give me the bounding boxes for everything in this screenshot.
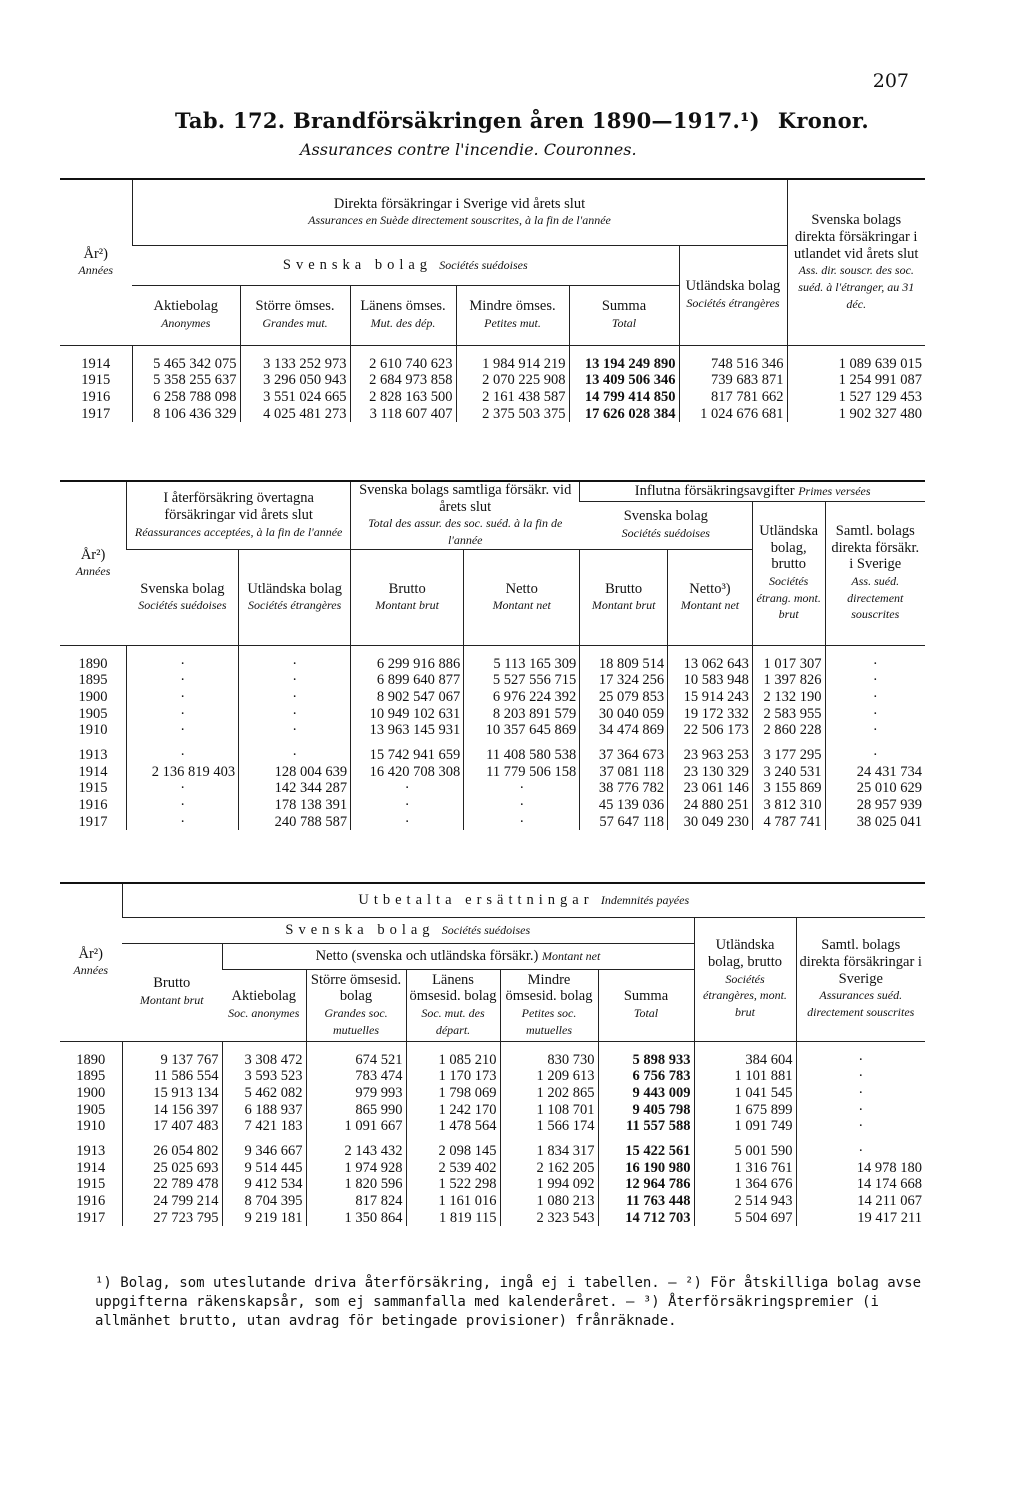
row-year: 1915	[76, 1176, 106, 1193]
table-row	[60, 780, 925, 797]
t1-col-mindre: Mindre ömses. Petites mut.	[456, 285, 569, 345]
table-cell: 1 089 639 015	[787, 345, 925, 372]
table-cell: 1 209 613	[500, 1068, 598, 1085]
table-cell: ·	[127, 739, 239, 764]
table-cell: 128 004 639	[239, 764, 351, 781]
table-cell: ·	[464, 814, 580, 831]
table-cell: 6 756 783	[598, 1068, 694, 1085]
table-cell: ·	[825, 672, 925, 689]
table-cell: 1 202 865	[500, 1085, 598, 1102]
table-cell: 2 514 943	[694, 1193, 796, 1210]
table-cell: ·	[239, 672, 351, 689]
row-year: 1913	[76, 1142, 106, 1159]
t2-all-header: Svenska bolags samtliga försäkr. vid årets slut Total des assur. des soc. suéd. à la fin de l'année	[351, 481, 580, 549]
table-cell: ·	[825, 645, 925, 672]
table-cell: ·	[127, 797, 239, 814]
table-row	[60, 1210, 925, 1227]
table-cell: ·	[127, 672, 239, 689]
table-cell: ·	[127, 814, 239, 831]
table-cell: ·	[796, 1041, 925, 1068]
table-cell: ·	[239, 739, 351, 764]
table-cell: 22 506 173	[668, 722, 753, 739]
row-year: 1916	[76, 1192, 106, 1209]
table-cell: 1 080 213	[500, 1193, 598, 1210]
table-cell: 6 899 640 877	[351, 672, 464, 689]
table-cell: 6 258 788 098	[132, 389, 240, 406]
table-cell: 2 161 438 587	[456, 389, 569, 406]
table-cell: 3 240 531	[752, 764, 825, 781]
table-cell: 8 106 436 329	[132, 406, 240, 423]
row-year: 1916	[78, 797, 108, 814]
table-cell: 783 474	[306, 1068, 406, 1085]
table-cell: 25 010 629	[825, 780, 925, 797]
table-cell: ·	[127, 722, 239, 739]
table-cell: 8 902 547 067	[351, 689, 464, 706]
table-cell: 5 358 255 637	[132, 372, 240, 389]
table-cell: 5 113 165 309	[464, 645, 580, 672]
table-row	[60, 1176, 925, 1193]
row-year: 1913	[78, 747, 108, 764]
table-cell: 3 296 050 943	[240, 372, 350, 389]
table-cell: 2 539 402	[406, 1160, 500, 1177]
table-cell: 9 346 667	[222, 1135, 306, 1160]
table-cell: 178 138 391	[239, 797, 351, 814]
table-row	[60, 1160, 925, 1177]
table-cell: 1 994 092	[500, 1176, 598, 1193]
table-row	[60, 1193, 925, 1210]
table-cell: 15 742 941 659	[351, 739, 464, 764]
table-row	[60, 345, 925, 372]
t2-col-prem-brutto: Brutto Montant brut	[580, 549, 668, 645]
t1-utl-header: Utländska bolag Sociétés étrangères	[679, 245, 787, 345]
t3-year-header: År²) Années	[60, 883, 122, 1041]
table-cell: 830 730	[500, 1041, 598, 1068]
table-cell: 2 684 973 858	[350, 372, 456, 389]
table-cell: 10 583 948	[668, 672, 753, 689]
table-cell: 865 990	[306, 1102, 406, 1119]
table-cell: 6 188 937	[222, 1102, 306, 1119]
table-cell: 1 820 596	[306, 1176, 406, 1193]
t2-col-utl: Utländska bolag Sociétés étrangères	[239, 549, 351, 645]
table-cell: 27 723 795	[122, 1210, 222, 1227]
table-cell: 817 824	[306, 1193, 406, 1210]
row-year: 1915	[78, 780, 108, 797]
table-row	[60, 706, 925, 723]
table-cell: 7 421 183	[222, 1118, 306, 1135]
table-cell: 4 787 741	[752, 814, 825, 831]
table-cell: 2 143 432	[306, 1135, 406, 1160]
t3-col-storre: Större ömsesid. bolag Grandes soc. mutuelles	[306, 969, 406, 1041]
table-cell: 5 504 697	[694, 1210, 796, 1227]
table-cell: 37 364 673	[580, 739, 668, 764]
table-cell: ·	[239, 706, 351, 723]
title-text: Tab. 172. Brandförsäkringen åren 1890—1917.¹)	[175, 108, 760, 133]
table-cell: 9 514 445	[222, 1160, 306, 1177]
table-cell: 1 527 129 453	[787, 389, 925, 406]
t2-sv2-header: Svenska bolag Sociétés suédoises	[580, 501, 753, 549]
table-cell: 11 779 506 158	[464, 764, 580, 781]
row-year: 1910	[76, 1118, 106, 1135]
table-cell: 9 412 534	[222, 1176, 306, 1193]
table-row	[60, 372, 925, 389]
table-cell: 1 478 564	[406, 1118, 500, 1135]
table-row	[60, 814, 925, 831]
table-cell: 1 108 701	[500, 1102, 598, 1119]
row-year: 1900	[78, 689, 108, 706]
t3-netto-header: Netto (svenska och utländska försäkr.) Montant net	[222, 943, 694, 969]
table-cell: ·	[796, 1102, 925, 1119]
table-cell: 30 040 059	[580, 706, 668, 723]
table-cell: 1 819 115	[406, 1210, 500, 1227]
table-cell: 9 405 798	[598, 1102, 694, 1119]
table-cell: 1 984 914 219	[456, 345, 569, 372]
table-cell: 25 025 693	[122, 1160, 222, 1177]
table-cell: ·	[796, 1118, 925, 1135]
table-cell: 2 162 205	[500, 1160, 598, 1177]
table-cell: 30 049 230	[668, 814, 753, 831]
table-cell: 817 781 662	[679, 389, 787, 406]
table-cell: ·	[464, 797, 580, 814]
table-row	[60, 739, 925, 764]
table-cell: 5 898 933	[598, 1041, 694, 1068]
table-cell: 1 242 170	[406, 1102, 500, 1119]
table-totals-premiums	[60, 480, 925, 830]
table-cell: 23 061 146	[668, 780, 753, 797]
table-cell: ·	[127, 780, 239, 797]
table-cell: 15 914 243	[668, 689, 753, 706]
table-cell: 10 357 645 869	[464, 722, 580, 739]
table-cell: 45 139 036	[580, 797, 668, 814]
table-cell: ·	[127, 706, 239, 723]
table-cell: 1 397 826	[752, 672, 825, 689]
table-claims-paid	[60, 882, 925, 1226]
table-cell: 1 085 210	[406, 1041, 500, 1068]
t3-col-brutto: Brutto Montant brut	[122, 943, 222, 1041]
table-cell: ·	[127, 689, 239, 706]
table-cell: 1 024 676 681	[679, 406, 787, 423]
table-cell: ·	[825, 722, 925, 739]
table-cell: 14 156 397	[122, 1102, 222, 1119]
table-cell: 2 098 145	[406, 1135, 500, 1160]
table-cell: 38 025 041	[825, 814, 925, 831]
row-year: 1914	[76, 1159, 106, 1176]
t3-col-mindre: Mindre ömsesid. bolag Petites soc. mutuelles	[500, 969, 598, 1041]
table-cell: 1 091 667	[306, 1118, 406, 1135]
table-cell: 24 799 214	[122, 1193, 222, 1210]
table-row	[60, 1135, 925, 1160]
table-row	[60, 722, 925, 739]
table-cell: ·	[825, 706, 925, 723]
t1-col-aktie: Aktiebolag Anonymes	[132, 285, 240, 345]
table-cell: 14 174 668	[796, 1176, 925, 1193]
table-cell: 739 683 871	[679, 372, 787, 389]
t2-col-brutto: Brutto Montant brut	[351, 549, 464, 645]
table-cell: 1 161 016	[406, 1193, 500, 1210]
table-cell: 17 407 483	[122, 1118, 222, 1135]
table-row	[60, 797, 925, 814]
table-cell: 1 101 881	[694, 1068, 796, 1085]
t2-col-prem-netto: Netto³) Montant net	[668, 549, 753, 645]
t3-col-summa: Summa Total	[598, 969, 694, 1041]
table-cell: 57 647 118	[580, 814, 668, 831]
table-cell: 16 190 980	[598, 1160, 694, 1177]
table-cell: 14 978 180	[796, 1160, 925, 1177]
t2-col-netto: Netto Montant net	[464, 549, 580, 645]
table-row	[60, 764, 925, 781]
table-cell: 11 408 580 538	[464, 739, 580, 764]
table-cell: 2 828 163 500	[350, 389, 456, 406]
table-cell: 6 976 224 392	[464, 689, 580, 706]
table-row	[60, 1102, 925, 1119]
table-row	[60, 1068, 925, 1085]
page-number: 207	[872, 70, 909, 92]
table-cell: 3 155 869	[752, 780, 825, 797]
t2-utl2-header: Utländska bolag, brutto Sociétés étrang. mont. brut	[752, 501, 825, 645]
table-cell: 979 993	[306, 1085, 406, 1102]
table-cell: ·	[796, 1085, 925, 1102]
row-year: 1890	[76, 1051, 106, 1068]
t1-body	[60, 345, 925, 422]
table-cell: 14 211 067	[796, 1193, 925, 1210]
table-cell: 3 177 295	[752, 739, 825, 764]
t2-prem-header: Influtna försäkringsavgifter Primes versées	[580, 481, 925, 501]
row-year: 1905	[78, 705, 108, 722]
table-cell: 1 041 545	[694, 1085, 796, 1102]
table-cell: 15 422 561	[598, 1135, 694, 1160]
table-row	[60, 689, 925, 706]
table-cell: 19 417 211	[796, 1210, 925, 1227]
table-cell: 14 712 703	[598, 1210, 694, 1227]
page-title	[175, 108, 869, 133]
t2-col-sv: Svenska bolag Sociétés suédoises	[127, 549, 239, 645]
t1-direct-header: Direkta försäkringar i Sverige vid årets slut Assurances en Suède directement souscrites, à la fin de l'année	[132, 179, 787, 245]
row-year: 1914	[78, 763, 108, 780]
table-cell: 16 420 708 308	[351, 764, 464, 781]
table-cell: 1 316 761	[694, 1160, 796, 1177]
table-cell: ·	[796, 1135, 925, 1160]
table-cell: 37 081 118	[580, 764, 668, 781]
table-cell: 240 788 587	[239, 814, 351, 831]
table-cell: 12 964 786	[598, 1176, 694, 1193]
table-cell: 18 809 514	[580, 645, 668, 672]
table-cell: 22 789 478	[122, 1176, 222, 1193]
row-year: 1900	[76, 1084, 106, 1101]
table-cell: 9 137 767	[122, 1041, 222, 1068]
table-direct-insurance	[60, 178, 925, 422]
table-cell: ·	[825, 689, 925, 706]
table-cell: ·	[351, 814, 464, 831]
table-cell: 24 880 251	[668, 797, 753, 814]
table-cell: ·	[239, 722, 351, 739]
table-cell: 142 344 287	[239, 780, 351, 797]
row-year: 1917	[81, 405, 111, 422]
table-cell: 5 462 082	[222, 1085, 306, 1102]
t1-svenska-header: Svenska bolag Sociétés suédoises	[132, 245, 679, 285]
page-subtitle: Assurances contre l'incendie. Couronnes.	[300, 140, 637, 159]
table-cell: 17 324 256	[580, 672, 668, 689]
table-cell: 13 963 145 931	[351, 722, 464, 739]
table-cell: 4 025 481 273	[240, 406, 350, 423]
table-cell: 11 763 448	[598, 1193, 694, 1210]
table-cell: 5 465 342 075	[132, 345, 240, 372]
table-cell: 23 963 253	[668, 739, 753, 764]
row-year: 1915	[81, 372, 111, 389]
table-row	[60, 645, 925, 672]
table-cell: 1 254 991 087	[787, 372, 925, 389]
t3-utl-header: Utländska bolag, brutto Sociétés étrangères, mont. brut	[694, 917, 796, 1041]
table-cell: 1 017 307	[752, 645, 825, 672]
table-cell: 1 364 676	[694, 1176, 796, 1193]
table-row	[60, 1118, 925, 1135]
table-cell: ·	[351, 797, 464, 814]
row-year: 1917	[76, 1209, 106, 1226]
row-year: 1914	[81, 355, 111, 372]
table-cell: 23 130 329	[668, 764, 753, 781]
table-cell: 5 527 556 715	[464, 672, 580, 689]
table-cell: 6 299 916 886	[351, 645, 464, 672]
t3-paid-header: Utbetalta ersättningar Indemnités payées	[122, 883, 925, 917]
title-unit: Kronor.	[777, 108, 869, 133]
table-cell: 9 219 181	[222, 1210, 306, 1227]
t1-year-header: År²) Années	[60, 179, 132, 345]
table-cell: 19 172 332	[668, 706, 753, 723]
table-cell: 17 626 028 384	[569, 406, 679, 423]
table-cell: 26 054 802	[122, 1135, 222, 1160]
table-cell: 3 118 607 407	[350, 406, 456, 423]
row-year: 1916	[81, 388, 111, 405]
table-cell: 674 521	[306, 1041, 406, 1068]
table-cell: 1 974 928	[306, 1160, 406, 1177]
t1-col-storre: Större ömses. Grandes mut.	[240, 285, 350, 345]
table-cell: 1 522 298	[406, 1176, 500, 1193]
table-row	[60, 1041, 925, 1068]
table-cell: 3 593 523	[222, 1068, 306, 1085]
table-cell: 2 136 819 403	[127, 764, 239, 781]
table-cell: ·	[825, 739, 925, 764]
table-cell: 1 834 317	[500, 1135, 598, 1160]
table-cell: 2 132 190	[752, 689, 825, 706]
table-cell: 28 957 939	[825, 797, 925, 814]
table-cell: 1 566 174	[500, 1118, 598, 1135]
table-cell: 3 812 310	[752, 797, 825, 814]
table-cell: 13 194 249 890	[569, 345, 679, 372]
table-cell: ·	[464, 780, 580, 797]
footnotes: ¹) Bolag, som uteslutande driva återförsäkring, ingå ej i tabellen. — ²) För åtskilliga bolag avse uppgifterna räkenskapsår, som ej sammanfalla med kalenderåret. — ³) Återförsäkringspremier (i allmänhet brutto, utan avdrag för betingade provisioner) frånräknade.	[95, 1275, 922, 1329]
table-cell: 34 474 869	[580, 722, 668, 739]
table-cell: 15 913 134	[122, 1085, 222, 1102]
table-cell: 8 203 891 579	[464, 706, 580, 723]
t3-samtl-header: Samtl. bolags direkta försäkringar i Sverige Assurances suéd. directement souscrites	[796, 917, 925, 1041]
table-cell: 38 776 782	[580, 780, 668, 797]
table-cell: ·	[351, 780, 464, 797]
table-cell: ·	[239, 689, 351, 706]
t1-abroad-header: Svenska bolags direkta försäkringar i utlandet vid årets slut Ass. dir. souscr. des soc. suéd. à l'étranger, au 31 déc.	[787, 179, 925, 345]
table-cell: 1 170 173	[406, 1068, 500, 1085]
row-year: 1895	[78, 672, 108, 689]
table-cell: 9 443 009	[598, 1085, 694, 1102]
row-year: 1917	[78, 813, 108, 830]
t3-col-lanens: Länens ömsesid. bolag Soc. mut. des départ.	[406, 969, 500, 1041]
table-cell: 13 409 506 346	[569, 372, 679, 389]
table-cell: 2 323 543	[500, 1210, 598, 1227]
row-year: 1890	[78, 655, 108, 672]
table-cell: 2 070 225 908	[456, 372, 569, 389]
table-row	[60, 1085, 925, 1102]
table-cell: 5 001 590	[694, 1135, 796, 1160]
table-cell: 25 079 853	[580, 689, 668, 706]
table-cell: 11 557 588	[598, 1118, 694, 1135]
table-cell: 384 604	[694, 1041, 796, 1068]
row-year: 1910	[78, 722, 108, 739]
table-cell: 2 375 503 375	[456, 406, 569, 423]
t2-reins-header: I återförsäkring övertagna försäkringar vid årets slut Réassurances acceptées, à la fin de l'année	[127, 481, 351, 549]
table-cell: 2 583 955	[752, 706, 825, 723]
table-row	[60, 672, 925, 689]
table-cell: 13 062 643	[668, 645, 753, 672]
table-cell: ·	[127, 645, 239, 672]
table-cell: 1 798 069	[406, 1085, 500, 1102]
table-cell: 3 133 252 973	[240, 345, 350, 372]
t3-col-aktie: Aktiebolag Soc. anonymes	[222, 969, 306, 1041]
t2-samtl-header: Samtl. bolags direkta försäkr. i Sverige Ass. suéd. directement souscrites	[825, 501, 925, 645]
t2-body	[60, 645, 925, 830]
table-cell: 3 308 472	[222, 1041, 306, 1068]
table-cell: ·	[239, 645, 351, 672]
table-row	[60, 389, 925, 406]
table-cell: 11 586 554	[122, 1068, 222, 1085]
t3-body	[60, 1041, 925, 1226]
table-cell: 10 949 102 631	[351, 706, 464, 723]
table-cell: 748 516 346	[679, 345, 787, 372]
t2-year-header: År²) Années	[60, 481, 127, 645]
table-cell: 1 675 899	[694, 1102, 796, 1119]
t1-col-lanens: Länens ömses. Mut. des dép.	[350, 285, 456, 345]
table-cell: 24 431 734	[825, 764, 925, 781]
table-cell: 1 350 864	[306, 1210, 406, 1227]
table-cell: 2 860 228	[752, 722, 825, 739]
t3-sv-header: Svenska bolag Sociétés suédoises	[122, 917, 694, 943]
table-cell: 2 610 740 623	[350, 345, 456, 372]
table-cell: 14 799 414 850	[569, 389, 679, 406]
table-cell: 3 551 024 665	[240, 389, 350, 406]
table-cell: 1 091 749	[694, 1118, 796, 1135]
table-cell: ·	[796, 1068, 925, 1085]
row-year: 1905	[76, 1101, 106, 1118]
table-cell: 8 704 395	[222, 1193, 306, 1210]
table-cell: 1 902 327 480	[787, 406, 925, 423]
t1-col-summa: Summa Total	[569, 285, 679, 345]
table-row	[60, 406, 925, 423]
row-year: 1895	[76, 1068, 106, 1085]
